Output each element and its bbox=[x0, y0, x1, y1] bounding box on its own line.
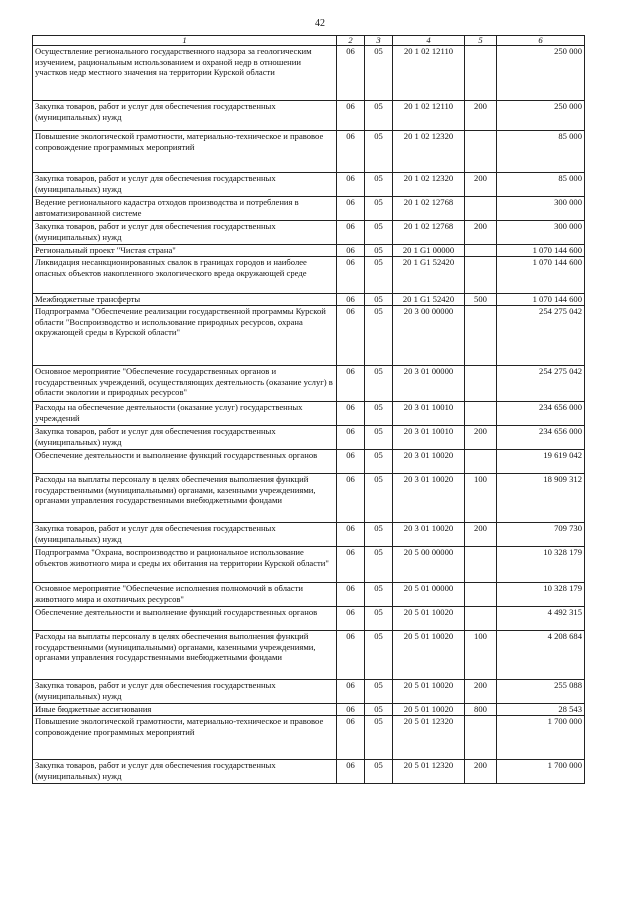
row-expense-type-cell: 200 bbox=[465, 426, 497, 450]
row-expense-type-cell: 200 bbox=[465, 221, 497, 245]
row-subsection-cell: 05 bbox=[365, 306, 393, 366]
row-subsection-cell: 05 bbox=[365, 716, 393, 760]
table-row bbox=[33, 197, 585, 221]
row-subsection-cell: 05 bbox=[365, 197, 393, 221]
row-section-cell: 06 bbox=[337, 716, 365, 760]
row-name-cell: Основное мероприятие "Обеспечение исполнения полномочий в области животного мира и охотничьих ресурсов" bbox=[33, 583, 337, 607]
table-body bbox=[33, 46, 585, 784]
row-name-cell: Межбюджетные трансферты bbox=[33, 294, 337, 306]
row-name-cell: Основное мероприятие "Обеспечение государственных органов и государственных учреждений, осуществляющих деятельность (оказание услуг) в области экологии и природных ресурсов" bbox=[33, 366, 337, 402]
row-name-cell: Региональный проект "Чистая страна" bbox=[33, 245, 337, 257]
row-name-cell: Закупка товаров, работ и услуг для обеспечения государственных (муниципальных) нужд bbox=[33, 221, 337, 245]
row-name-cell: Расходы на выплаты персоналу в целях обеспечения выполнения функций государственными (муниципальными) органами, казенными учреждениями, органами управления государственными внебюджетными фондами bbox=[33, 474, 337, 523]
row-expense-type-cell bbox=[465, 366, 497, 402]
row-subsection-cell: 05 bbox=[365, 101, 393, 131]
row-section-cell: 06 bbox=[337, 245, 365, 257]
row-name-cell: Осуществление регионального государственного надзора за геологическим изучением, рациональным использованием и охраной недр в отношении участков недр местного значения на территории Курской области bbox=[33, 46, 337, 101]
row-section-cell: 06 bbox=[337, 426, 365, 450]
table-row bbox=[33, 704, 585, 716]
row-amount-cell: 1 700 000 bbox=[497, 716, 585, 760]
table-row bbox=[33, 474, 585, 523]
row-section-cell: 06 bbox=[337, 631, 365, 680]
row-name-cell: Закупка товаров, работ и услуг для обеспечения государственных (муниципальных) нужд bbox=[33, 101, 337, 131]
column-header: 4 bbox=[393, 36, 465, 46]
table-row bbox=[33, 583, 585, 607]
row-amount-cell: 85 000 bbox=[497, 131, 585, 173]
row-target-article-cell: 20 1 02 12768 bbox=[393, 221, 465, 245]
row-section-cell: 06 bbox=[337, 46, 365, 101]
table-row bbox=[33, 760, 585, 784]
table-row bbox=[33, 426, 585, 450]
row-expense-type-cell: 500 bbox=[465, 294, 497, 306]
row-amount-cell: 1 070 144 600 bbox=[497, 257, 585, 294]
row-amount-cell: 4 208 684 bbox=[497, 631, 585, 680]
row-amount-cell: 300 000 bbox=[497, 197, 585, 221]
row-expense-type-cell: 200 bbox=[465, 101, 497, 131]
row-subsection-cell: 05 bbox=[365, 402, 393, 426]
row-target-article-cell: 20 3 01 10010 bbox=[393, 402, 465, 426]
row-target-article-cell: 20 5 01 12320 bbox=[393, 760, 465, 784]
row-section-cell: 06 bbox=[337, 583, 365, 607]
row-section-cell: 06 bbox=[337, 523, 365, 547]
row-target-article-cell: 20 3 00 00000 bbox=[393, 306, 465, 366]
table-row bbox=[33, 547, 585, 583]
table-row bbox=[33, 221, 585, 245]
row-name-cell: Закупка товаров, работ и услуг для обеспечения государственных (муниципальных) нужд bbox=[33, 426, 337, 450]
table-row bbox=[33, 257, 585, 294]
row-subsection-cell: 05 bbox=[365, 631, 393, 680]
column-header: 6 bbox=[497, 36, 585, 46]
table-row bbox=[33, 245, 585, 257]
row-target-article-cell: 20 5 01 12320 bbox=[393, 716, 465, 760]
table-row bbox=[33, 366, 585, 402]
row-expense-type-cell bbox=[465, 716, 497, 760]
row-expense-type-cell: 200 bbox=[465, 523, 497, 547]
row-name-cell: Повышение экологической грамотности, материально-техническое и правовое сопровождение программных мероприятий bbox=[33, 131, 337, 173]
row-section-cell: 06 bbox=[337, 402, 365, 426]
row-section-cell: 06 bbox=[337, 221, 365, 245]
row-amount-cell: 1 700 000 bbox=[497, 760, 585, 784]
row-expense-type-cell bbox=[465, 402, 497, 426]
row-section-cell: 06 bbox=[337, 306, 365, 366]
row-subsection-cell: 05 bbox=[365, 46, 393, 101]
row-subsection-cell: 05 bbox=[365, 583, 393, 607]
row-expense-type-cell bbox=[465, 46, 497, 101]
row-section-cell: 06 bbox=[337, 607, 365, 631]
row-expense-type-cell bbox=[465, 306, 497, 366]
row-amount-cell: 1 070 144 600 bbox=[497, 294, 585, 306]
page-number: 42 bbox=[315, 18, 325, 29]
row-target-article-cell: 20 1 02 12110 bbox=[393, 101, 465, 131]
table-row bbox=[33, 450, 585, 474]
row-section-cell: 06 bbox=[337, 547, 365, 583]
row-target-article-cell: 20 1 G1 52420 bbox=[393, 257, 465, 294]
table-row bbox=[33, 101, 585, 131]
row-name-cell: Закупка товаров, работ и услуг для обеспечения государственных (муниципальных) нужд bbox=[33, 173, 337, 197]
row-name-cell: Обеспечение деятельности и выполнение функций государственных органов bbox=[33, 450, 337, 474]
row-expense-type-cell bbox=[465, 257, 497, 294]
row-expense-type-cell bbox=[465, 450, 497, 474]
table-row bbox=[33, 402, 585, 426]
row-amount-cell: 10 328 179 bbox=[497, 583, 585, 607]
row-target-article-cell: 20 1 02 12320 bbox=[393, 173, 465, 197]
row-target-article-cell: 20 5 01 10020 bbox=[393, 607, 465, 631]
row-expense-type-cell: 200 bbox=[465, 173, 497, 197]
row-expense-type-cell: 200 bbox=[465, 760, 497, 784]
row-target-article-cell: 20 1 G1 00000 bbox=[393, 245, 465, 257]
table-row bbox=[33, 680, 585, 704]
row-section-cell: 06 bbox=[337, 173, 365, 197]
row-name-cell: Иные бюджетные ассигнования bbox=[33, 704, 337, 716]
row-subsection-cell: 05 bbox=[365, 523, 393, 547]
table-row bbox=[33, 716, 585, 760]
table-row bbox=[33, 631, 585, 680]
row-amount-cell: 234 656 000 bbox=[497, 402, 585, 426]
table-row bbox=[33, 306, 585, 366]
row-amount-cell: 10 328 179 bbox=[497, 547, 585, 583]
row-expense-type-cell bbox=[465, 607, 497, 631]
table-row bbox=[33, 173, 585, 197]
column-header: 2 bbox=[337, 36, 365, 46]
row-section-cell: 06 bbox=[337, 257, 365, 294]
row-subsection-cell: 05 bbox=[365, 131, 393, 173]
row-subsection-cell: 05 bbox=[365, 257, 393, 294]
row-name-cell: Расходы на обеспечение деятельности (оказание услуг) государственных учреждений bbox=[33, 402, 337, 426]
row-expense-type-cell bbox=[465, 197, 497, 221]
row-section-cell: 06 bbox=[337, 474, 365, 523]
row-name-cell: Расходы на выплаты персоналу в целях обеспечения выполнения функций государственными (муниципальными) органами, казенными учреждениями, органами управления государственными внебюджетными фондами bbox=[33, 631, 337, 680]
row-amount-cell: 85 000 bbox=[497, 173, 585, 197]
row-section-cell: 06 bbox=[337, 294, 365, 306]
row-amount-cell: 234 656 000 bbox=[497, 426, 585, 450]
column-header: 3 bbox=[365, 36, 393, 46]
table-row bbox=[33, 607, 585, 631]
row-target-article-cell: 20 1 02 12320 bbox=[393, 131, 465, 173]
row-section-cell: 06 bbox=[337, 101, 365, 131]
row-amount-cell: 254 275 042 bbox=[497, 306, 585, 366]
row-name-cell: Закупка товаров, работ и услуг для обеспечения государственных (муниципальных) нужд bbox=[33, 760, 337, 784]
row-name-cell: Подпрограмма "Обеспечение реализации государственной программы Курской области "Воспроизводство и использование природных ресурсов, охрана окружающей среды в Курской области" bbox=[33, 306, 337, 366]
row-target-article-cell: 20 5 01 10020 bbox=[393, 704, 465, 716]
row-name-cell: Закупка товаров, работ и услуг для обеспечения государственных (муниципальных) нужд bbox=[33, 523, 337, 547]
column-number-row bbox=[33, 36, 585, 46]
row-target-article-cell: 20 5 00 00000 bbox=[393, 547, 465, 583]
table-row bbox=[33, 523, 585, 547]
row-expense-type-cell: 200 bbox=[465, 680, 497, 704]
row-name-cell: Ликвидация несанкционированных свалок в границах городов и наиболее опасных объектов накопленного экологического вреда окружающей среде bbox=[33, 257, 337, 294]
row-section-cell: 06 bbox=[337, 450, 365, 474]
row-section-cell: 06 bbox=[337, 131, 365, 173]
row-target-article-cell: 20 3 01 00000 bbox=[393, 366, 465, 402]
row-subsection-cell: 05 bbox=[365, 760, 393, 784]
row-subsection-cell: 05 bbox=[365, 366, 393, 402]
row-name-cell: Закупка товаров, работ и услуг для обеспечения государственных (муниципальных) нужд bbox=[33, 680, 337, 704]
row-section-cell: 06 bbox=[337, 366, 365, 402]
row-amount-cell: 19 619 042 bbox=[497, 450, 585, 474]
row-amount-cell: 250 000 bbox=[497, 101, 585, 131]
row-subsection-cell: 05 bbox=[365, 221, 393, 245]
row-amount-cell: 4 492 315 bbox=[497, 607, 585, 631]
table-row bbox=[33, 131, 585, 173]
row-subsection-cell: 05 bbox=[365, 704, 393, 716]
row-target-article-cell: 20 1 02 12768 bbox=[393, 197, 465, 221]
row-amount-cell: 709 730 bbox=[497, 523, 585, 547]
row-subsection-cell: 05 bbox=[365, 474, 393, 523]
row-section-cell: 06 bbox=[337, 680, 365, 704]
row-subsection-cell: 05 bbox=[365, 245, 393, 257]
row-target-article-cell: 20 3 01 10010 bbox=[393, 426, 465, 450]
budget-table bbox=[32, 35, 585, 784]
row-expense-type-cell bbox=[465, 131, 497, 173]
row-section-cell: 06 bbox=[337, 704, 365, 716]
row-subsection-cell: 05 bbox=[365, 426, 393, 450]
row-name-cell: Обеспечение деятельности и выполнение функций государственных органов bbox=[33, 607, 337, 631]
row-amount-cell: 1 070 144 600 bbox=[497, 245, 585, 257]
row-subsection-cell: 05 bbox=[365, 450, 393, 474]
row-amount-cell: 18 909 312 bbox=[497, 474, 585, 523]
row-subsection-cell: 05 bbox=[365, 680, 393, 704]
row-expense-type-cell: 100 bbox=[465, 474, 497, 523]
row-expense-type-cell bbox=[465, 583, 497, 607]
table-row bbox=[33, 294, 585, 306]
row-target-article-cell: 20 1 02 12110 bbox=[393, 46, 465, 101]
row-target-article-cell: 20 5 01 10020 bbox=[393, 631, 465, 680]
row-subsection-cell: 05 bbox=[365, 547, 393, 583]
row-target-article-cell: 20 1 G1 52420 bbox=[393, 294, 465, 306]
row-subsection-cell: 05 bbox=[365, 607, 393, 631]
row-subsection-cell: 05 bbox=[365, 294, 393, 306]
row-subsection-cell: 05 bbox=[365, 173, 393, 197]
row-name-cell: Повышение экологической грамотности, материально-техническое и правовое сопровождение программных мероприятий bbox=[33, 716, 337, 760]
row-target-article-cell: 20 3 01 10020 bbox=[393, 523, 465, 547]
row-section-cell: 06 bbox=[337, 760, 365, 784]
row-expense-type-cell: 800 bbox=[465, 704, 497, 716]
row-target-article-cell: 20 5 01 00000 bbox=[393, 583, 465, 607]
row-expense-type-cell bbox=[465, 547, 497, 583]
row-section-cell: 06 bbox=[337, 197, 365, 221]
row-expense-type-cell: 100 bbox=[465, 631, 497, 680]
row-amount-cell: 28 543 bbox=[497, 704, 585, 716]
row-expense-type-cell bbox=[465, 245, 497, 257]
row-amount-cell: 300 000 bbox=[497, 221, 585, 245]
column-header: 1 bbox=[33, 36, 337, 46]
row-target-article-cell: 20 5 01 10020 bbox=[393, 680, 465, 704]
row-name-cell: Подпрограмма "Охрана, воспроизводство и рациональное использование объектов животного мира и среды их обитания на территории Курской области" bbox=[33, 547, 337, 583]
row-target-article-cell: 20 3 01 10020 bbox=[393, 450, 465, 474]
row-amount-cell: 255 088 bbox=[497, 680, 585, 704]
row-target-article-cell: 20 3 01 10020 bbox=[393, 474, 465, 523]
column-header: 5 bbox=[465, 36, 497, 46]
row-name-cell: Ведение регионального кадастра отходов производства и потребления в автоматизированной системе bbox=[33, 197, 337, 221]
table-row bbox=[33, 46, 585, 101]
row-amount-cell: 254 275 042 bbox=[497, 366, 585, 402]
row-amount-cell: 250 000 bbox=[497, 46, 585, 101]
